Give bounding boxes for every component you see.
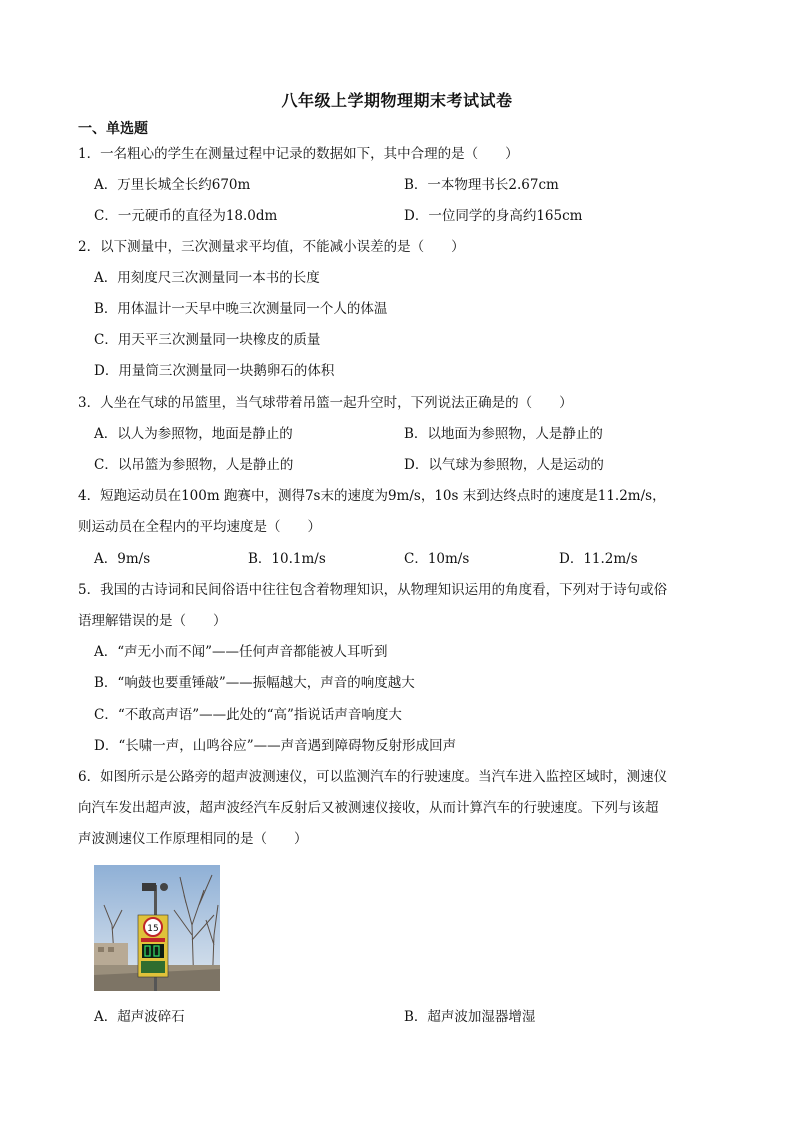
q6-option-a[interactable]: A．超声波碎石 [94, 1009, 185, 1025]
section-heading: 一、单选题 [78, 121, 148, 137]
question-6-line-2: 向汽车发出超声波，超声波经汽车反射后又被测速仪接收，从而计算汽车的行驶速度。下列与该超 [78, 800, 659, 816]
q5-option-d[interactable]: D．“长啸一声，山鸣谷应”——声音遇到障碍物反射形成回声 [94, 738, 457, 754]
speed-detector-illustration [94, 865, 220, 991]
q4-option-c[interactable]: C．10m/s [404, 551, 470, 567]
speed-detector-photo [94, 865, 220, 991]
q4-option-a[interactable]: A．9m/s [94, 551, 151, 567]
q5-option-c[interactable]: C．“不敢高声语”——此处的“高”指说话声音响度大 [94, 707, 402, 723]
q4-option-b[interactable]: B．10.1m/s [248, 551, 326, 567]
question-2: 2．以下测量中，三次测量求平均值，不能减小误差的是（ ） [78, 239, 465, 255]
q1-option-b[interactable]: B．一本物理书长2.67cm [404, 177, 559, 193]
speed-limit-number: 15 [147, 924, 159, 934]
q2-option-d[interactable]: D．用量筒三次测量同一块鹅卵石的体积 [94, 363, 335, 379]
q3-option-a[interactable]: A．以人为参照物，地面是静止的 [94, 426, 293, 442]
question-1: 1．一名粗心的学生在测量过程中记录的数据如下，其中合理的是（ ） [78, 146, 519, 162]
question-6-line-1: 6．如图所示是公路旁的超声波测速仪，可以监测汽车的行驶速度。当汽车进入监控区域时，测速仪 [78, 769, 668, 785]
q6-option-b[interactable]: B．超声波加湿器增湿 [404, 1009, 536, 1025]
q2-option-a[interactable]: A．用刻度尺三次测量同一本书的长度 [94, 270, 320, 286]
q1-option-d[interactable]: D．一位同学的身高约165cm [404, 208, 583, 224]
q5-option-b[interactable]: B．“响鼓也要重锤敲”——振幅越大，声音的响度越大 [94, 675, 415, 691]
question-4-line-2: 则运动员在全程内的平均速度是（ ） [78, 519, 321, 535]
q1-option-a[interactable]: A．万里长城全长约670m [94, 177, 251, 193]
q3-option-b[interactable]: B．以地面为参照物，人是静止的 [404, 426, 603, 442]
q1-option-c[interactable]: C．一元硬币的直径为18.0dm [94, 208, 278, 224]
q5-option-a[interactable]: A．“声无小而不闻”——任何声音都能被人耳听到 [94, 644, 388, 660]
q3-option-c[interactable]: C．以吊篮为参照物，人是静止的 [94, 457, 294, 473]
question-5-line-1: 5．我国的古诗词和民间俗语中往往包含着物理知识，从物理知识运用的角度看，下列对于诗句或俗 [78, 582, 668, 598]
q4-option-d[interactable]: D．11.2m/s [559, 551, 638, 567]
q2-option-b[interactable]: B．用体温计一天早中晚三次测量同一个人的体温 [94, 301, 388, 317]
question-4-line-1: 4．短跑运动员在100m 跑赛中，测得7s末的速度为9m/s，10s 末到达终点时的速度是11.2m/s， [78, 488, 666, 504]
page-title: 八年级上学期物理期末考试试卷 [281, 91, 513, 110]
question-3: 3．人坐在气球的吊篮里，当气球带着吊篮一起升空时，下列说法正确是的（ ） [78, 395, 573, 411]
q2-option-c[interactable]: C．用天平三次测量同一块橡皮的质量 [94, 332, 321, 348]
q3-option-d[interactable]: D．以气球为参照物，人是运动的 [404, 457, 604, 473]
question-5-line-2: 语理解错误的是（ ） [78, 613, 227, 629]
question-6-line-3: 声波测速仪工作原理相同的是（ ） [78, 831, 308, 847]
